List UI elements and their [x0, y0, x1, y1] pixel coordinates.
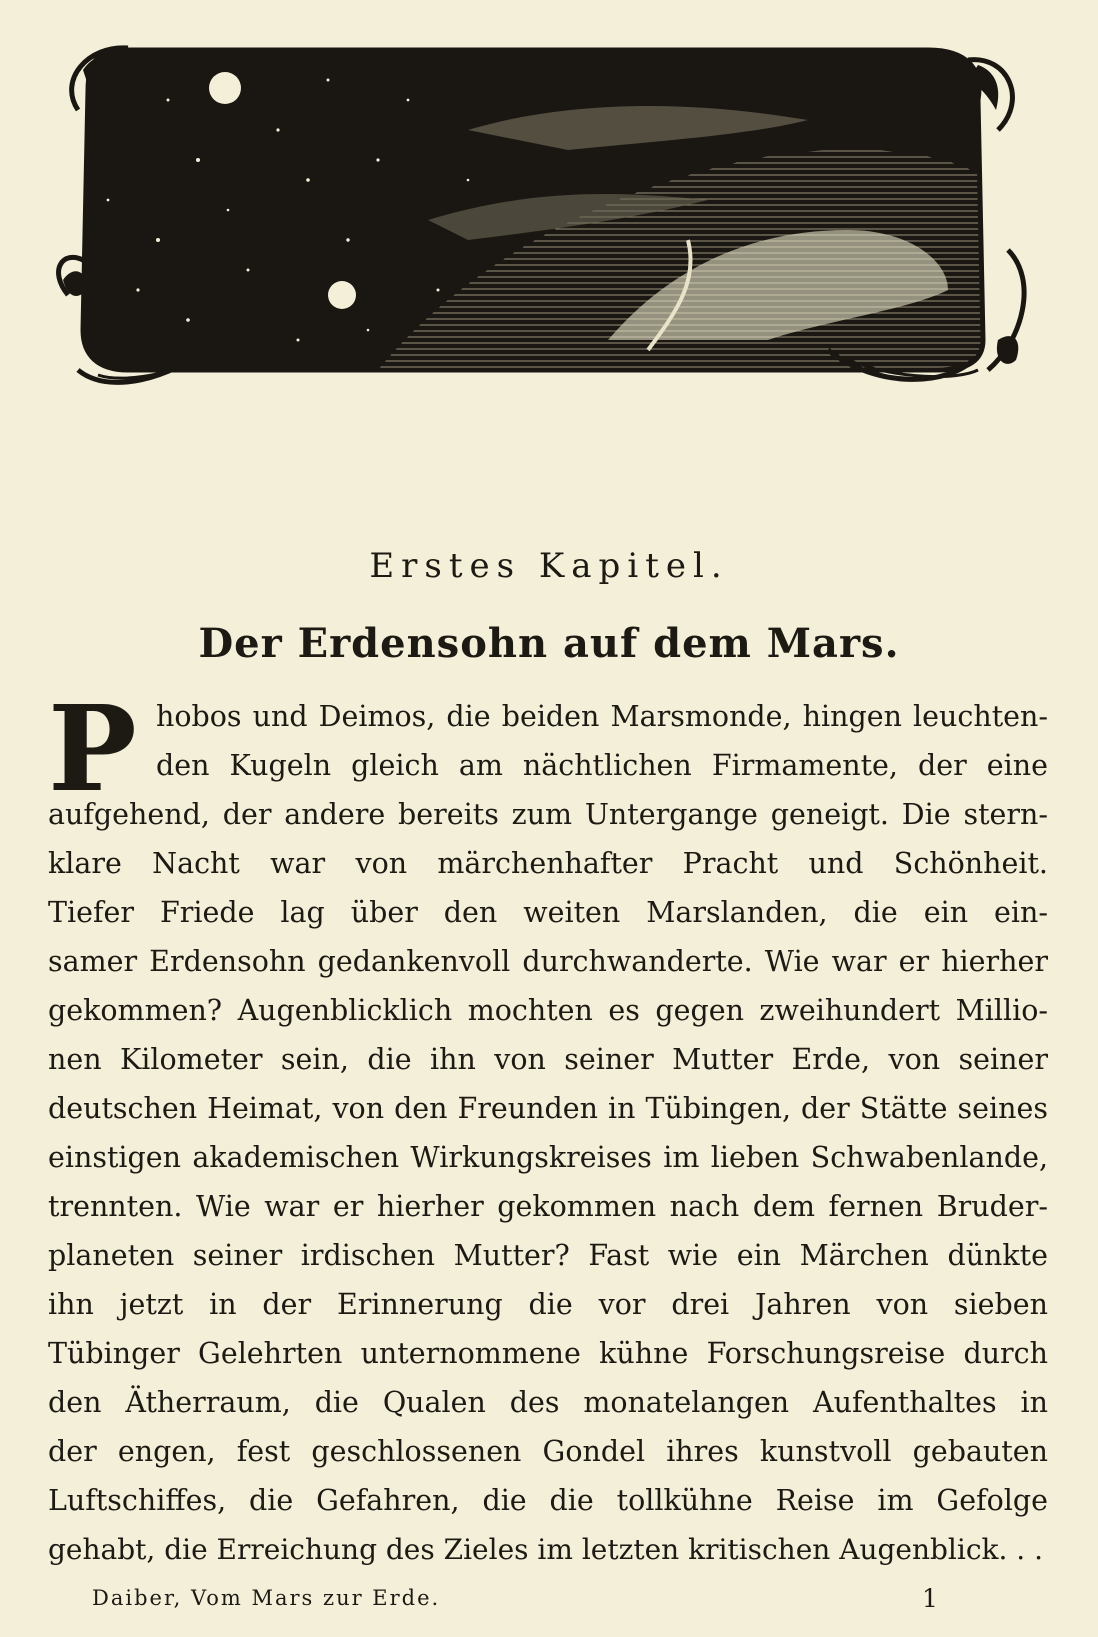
- text-line: gehabt, die Erreichung des Zieles im letzten kritischen Augenblick. . .: [48, 1533, 1043, 1566]
- page-number: 1: [922, 1584, 938, 1613]
- text-line: planeten seiner irdischen Mutter? Fast wie ein Märchen dünkte: [48, 1239, 1048, 1272]
- text-line: klare Nacht war von märchenhafter Pracht und Schönheit.: [48, 847, 1048, 880]
- text-line: nen Kilometer sein, die ihn von seiner Mutter Erde, von seiner: [48, 1043, 1048, 1076]
- text-line: samer Erdensohn gedankenvoll durchwanderte. Wie war er hierher: [48, 945, 1048, 978]
- text-line: den Kugeln gleich am nächtlichen Firmamente, der eine: [156, 749, 1048, 782]
- text-line: deutschen Heimat, von den Freunden in Tübingen, der Stätte seines: [48, 1092, 1048, 1125]
- footer-book-reference: Daiber, Vom Mars zur Erde.: [92, 1586, 441, 1610]
- text-line: Tiefer Friede lag über den weiten Marslanden, die ein ein-: [48, 896, 1048, 929]
- moon-deimos: [328, 281, 356, 309]
- moon-phobos: [209, 72, 241, 104]
- text-line: Luftschiffes, die Gefahren, die die tollkühne Reise im Gefolge: [48, 1484, 1048, 1517]
- text-line: den Ätherraum, die Qualen des monatelangen Aufenthaltes in: [48, 1386, 1048, 1419]
- text-line: trennten. Wie war er hierher gekommen nach dem fernen Bruder-: [48, 1190, 1048, 1223]
- text-line: gekommen? Augenblicklich mochten es gegen zweihundert Millio-: [48, 994, 1048, 1027]
- body-text: [48, 679, 1048, 1574]
- chapter-title: Der Erdensohn auf dem Mars.: [198, 620, 900, 667]
- drop-cap-initial: P: [48, 679, 137, 818]
- text-line: ihn jetzt in der Erinnerung die vor drei Jahren von sieben: [48, 1288, 1048, 1321]
- text-line: hobos und Deimos, die beiden Marsmonde, hingen leuchten-: [156, 700, 1048, 733]
- text-line: aufgehend, der andere bereits zum Untergange geneigt. Die stern-: [48, 798, 1048, 831]
- text-line: einstigen akademischen Wirkungskreises im lieben Schwabenlande,: [48, 1141, 1048, 1174]
- night-sky-vignette: [48, 40, 1048, 400]
- text-line: der engen, fest geschlossenen Gondel ihres kunstvoll gebauten: [48, 1435, 1048, 1468]
- chapter-label: Erstes Kapitel.: [369, 546, 729, 586]
- text-line: Tübinger Gelehrten unternommene kühne Forschungsreise durch: [48, 1337, 1048, 1370]
